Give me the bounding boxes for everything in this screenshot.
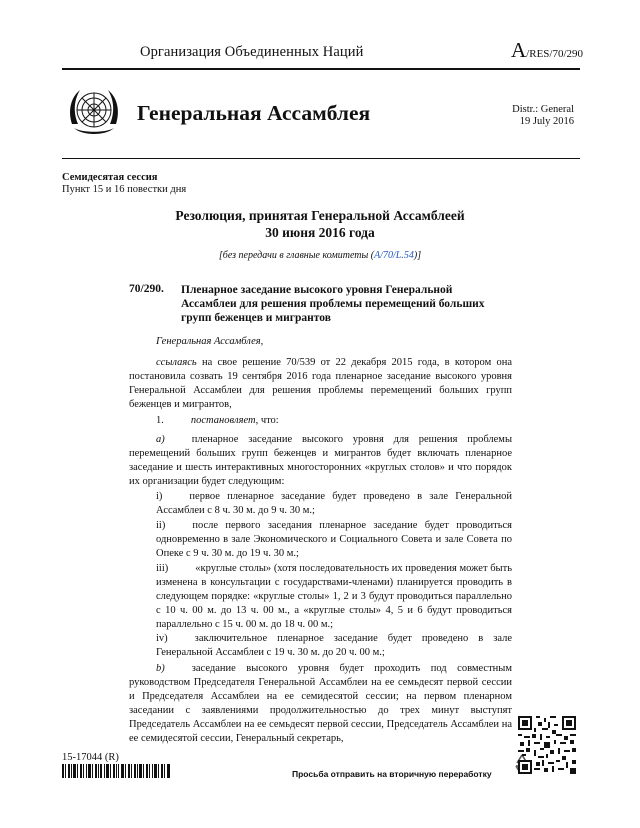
reference-suffix: )] xyxy=(413,250,422,261)
section-rule xyxy=(62,158,580,159)
document-number: 15-17044 (R) xyxy=(62,752,119,763)
barcode-icon xyxy=(62,764,170,778)
un-emblem-icon xyxy=(66,84,122,140)
header-rule xyxy=(62,68,580,70)
resolution-title-line1: Резолюция, принятая Генеральной Ассамблеей xyxy=(175,208,465,223)
list-item-number: ii) xyxy=(156,520,166,531)
list-item-number: iii) xyxy=(156,563,169,574)
list-item xyxy=(156,632,512,660)
committee-reference xyxy=(130,250,510,261)
operative-paragraph-1 xyxy=(156,414,512,428)
qr-code-icon xyxy=(518,716,576,774)
reference-prefix: [без передачи в главные комитеты ( xyxy=(218,250,375,261)
list-item xyxy=(156,519,512,561)
reference-link[interactable]: A/70/L.54 xyxy=(374,250,414,261)
list-item-text: первое пленарное заседание будет проведено в зале Генеральной Ассамблеи с 8 ч. 30 м. до 9 ч. 30 м.; xyxy=(156,491,512,516)
resolution-number: 70/290. xyxy=(129,283,164,295)
subparagraph-b xyxy=(129,662,512,746)
list-item-text: заключительное пленарное заседание будет проведено в зале Генеральной Ассамблеи с 19 ч. 30 м. до 20 ч. 00 м.; xyxy=(156,633,512,658)
subparagraph-a-text: пленарное заседание высокого уровня для решения проблемы перемещений больших групп беженцев и мигрантов будет включать пленарное заседание и шесть интерактивных многосторонних «круглых столов» и что порядок их организации будет следующим: xyxy=(129,434,512,487)
list-item-number: iv) xyxy=(156,633,168,644)
list-item xyxy=(156,562,512,632)
operative-verb: постановляет xyxy=(190,415,256,426)
list-item-number: i) xyxy=(156,491,163,502)
document-symbol-prefix: A xyxy=(511,38,527,62)
operative-text: , что: xyxy=(255,415,279,426)
general-assembly-preamble: Генеральная Ассамблея, xyxy=(156,336,264,347)
preamble-text: на свое решение 70/539 от 22 декабря 2015 года, в котором она постановила созвать 19 сентября 2016 года пленарное заседание высокого уровня Генеральной Ассамблеи для решения проблемы перемещений больших групп беженцев и мигрантов, xyxy=(129,357,512,410)
preamble-paragraph xyxy=(129,356,512,412)
subparagraph-a-letter: a) xyxy=(156,434,165,445)
distribution-label: Distr.: General xyxy=(512,104,574,115)
recycle-notice: Просьба отправить на вторичную переработку xyxy=(292,769,492,779)
preamble-verb: ссылаясь xyxy=(156,357,197,368)
body-name: Генеральная Ассамблея xyxy=(137,101,371,125)
distribution-info xyxy=(480,104,574,128)
resolution-title-line2: 30 июня 2016 года xyxy=(265,225,375,240)
list-item xyxy=(156,490,512,518)
subparagraph-b-text: заседание высокого уровня будет проходить под совместным руководством Председателя Генеральной Ассамблеи на ее семьдесят первой сессии и Председателя Ассамблеи на ее семидесятой сессии; на первом пленарном заседании с заявлениями продолжительностью до трех минут выступят Председатель Ассамблеи на ее семьдесят первой сессии, Председатель Ассамблеи на ее семидесятой сессии, Генеральный секретарь, xyxy=(129,663,512,744)
document-symbol xyxy=(511,38,583,63)
operative-number: 1. xyxy=(156,415,164,426)
subparagraph-a xyxy=(129,433,512,489)
session-name: Семидесятая сессия xyxy=(62,172,158,183)
list-item-text: после первого заседания пленарное заседание будет проводиться одновременно в зале Экономического и Социального Совета и зале Совета по Опеке с 9 ч. 30 м. до 19 ч. 30 м.; xyxy=(156,520,512,559)
document-symbol-rest: /RES/70/290 xyxy=(526,48,584,60)
agenda-item: Пункт 15 и 16 повестки дня xyxy=(62,184,187,195)
subparagraph-b-letter: b) xyxy=(156,663,165,674)
organization-name: Организация Объединенных Наций xyxy=(140,44,364,60)
resolution-title xyxy=(130,207,510,241)
list-item-text: «круглые столы» (хотя последовательность их проведения может быть изменена в консультации с государствами-членами) планируется проводить в следующем порядке: «круглые столы» 1, 2 и 3 будут проводиться параллельно с 10 ч. 00 м. до 13 ч. 00 м., а «круглые столы» 4, 5 и 6 будут проводиться параллельно с 15 ч. 00 м. до 18 ч. 00 м.; xyxy=(156,563,512,630)
resolution-heading: Пленарное заседание высокого уровня Генеральной Ассамблеи для решения проблемы перемещений больших групп беженцев и мигрантов xyxy=(181,284,485,324)
document-date: 19 July 2016 xyxy=(519,116,574,127)
